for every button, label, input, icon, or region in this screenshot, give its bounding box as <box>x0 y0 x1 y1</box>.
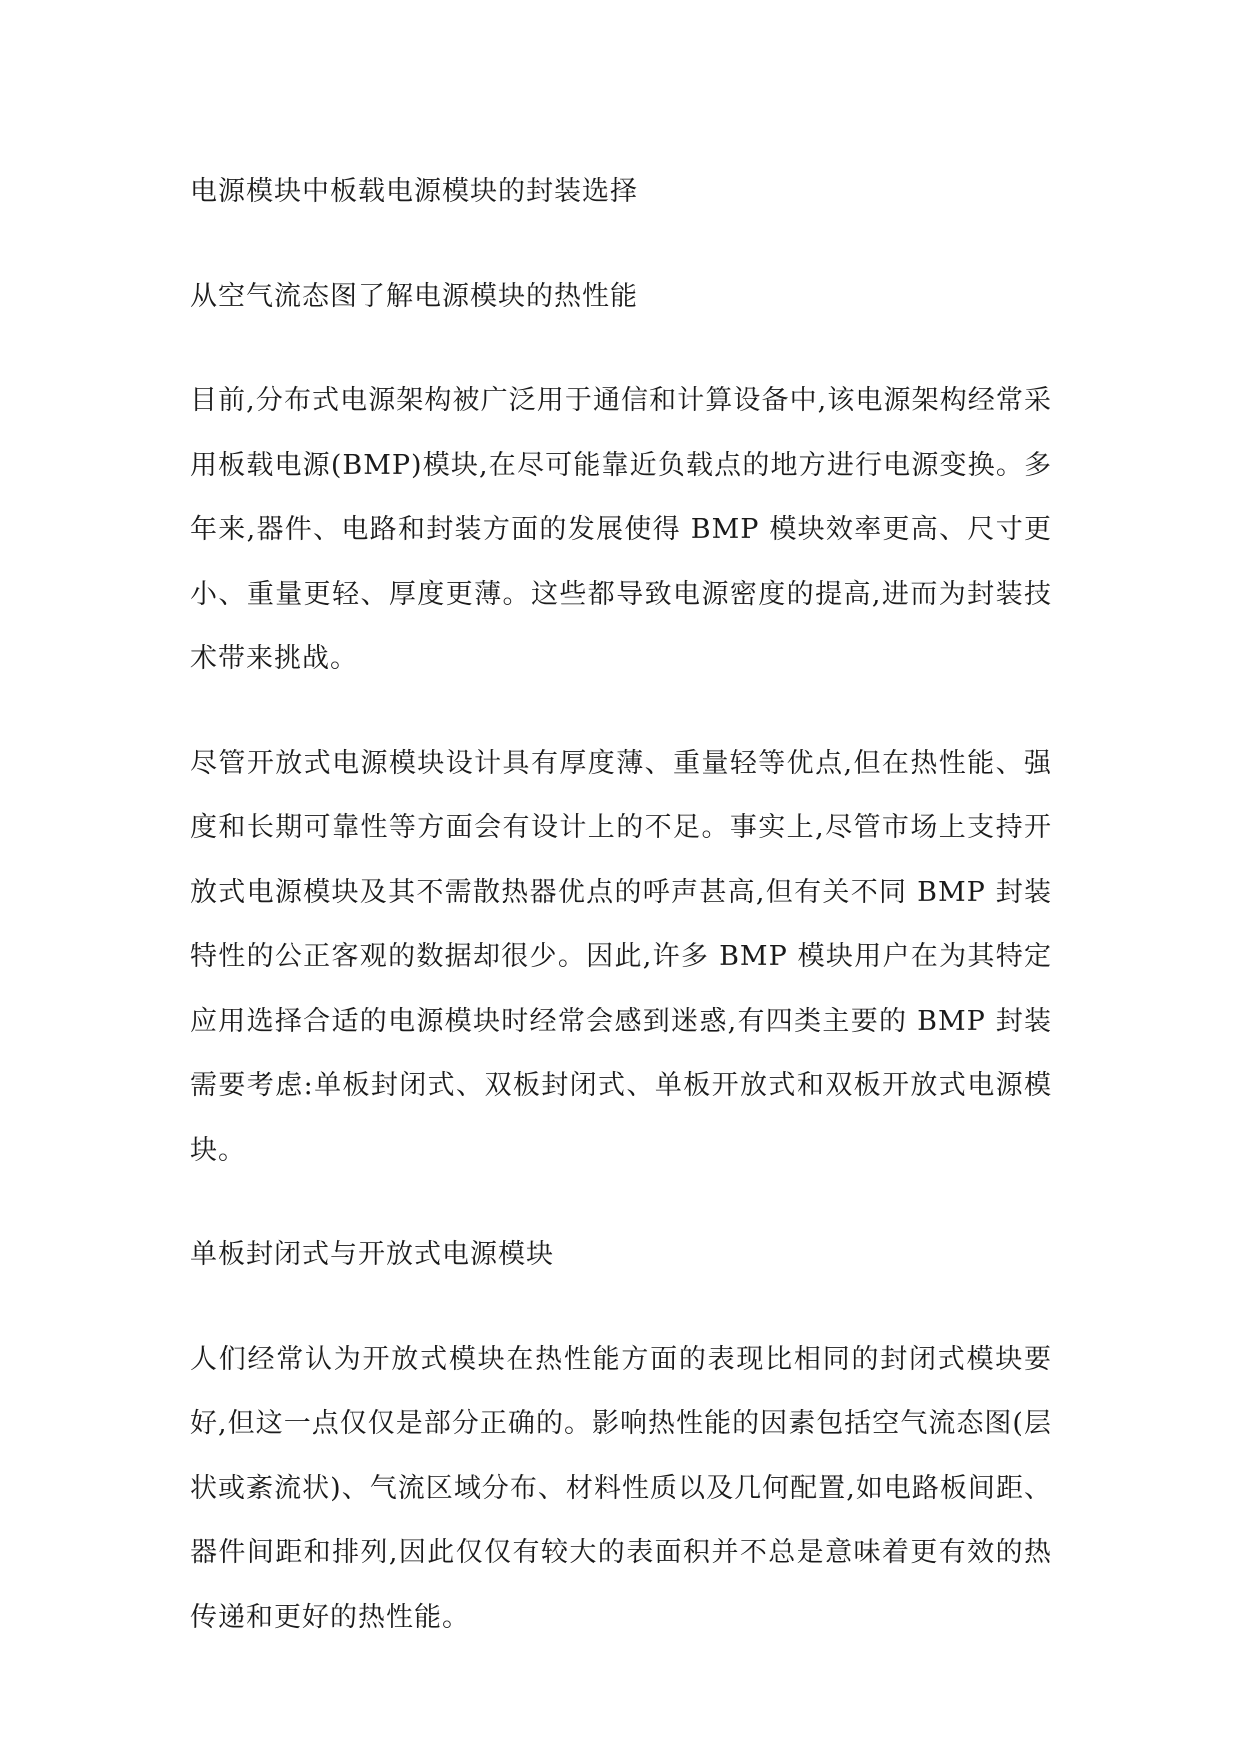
spacer <box>190 1288 1052 1328</box>
paragraph-open-frame: 尽管开放式电源模块设计具有厚度薄、重量轻等优点,但在热性能、强度和长期可靠性等方面会有设计上的不足。事实上,尽管市场上支持开放式电源模块及其不需散热器优点的呼声甚高,但有关不同 BMP 封装特性的公正客观的数据却很少。因此,许多 BMP 模块用户在为其特定应用选择合适的电源模块时经常会感到迷惑,有四类主要的 BMP 封装需要考虑:单板封闭式、双板封闭式、单板开放式和双板开放式电源模块。 <box>190 747 1052 1166</box>
section-heading-single-board: 单板封闭式与开放式电源模块 <box>190 1239 554 1270</box>
paragraph-thermal-factors: 人们经常认为开放式模块在热性能方面的表现比相同的封闭式模块要好,但这一点仅仅是部分正确的。影响热性能的因素包括空气流态图(层状或紊流状)、气流区域分布、材料性质以及几何配置,如电路板间距、器件间距和排列,因此仅仅有较大的表面积并不总是意味着更有效的热传递和更好的热性能。 <box>190 1343 1052 1633</box>
spacer <box>190 692 1052 732</box>
spacer <box>190 329 1052 369</box>
spacer <box>190 1183 1052 1223</box>
spacer <box>190 225 1052 265</box>
document-body <box>190 160 1052 1650</box>
section-heading-airflow: 从空气流态图了解电源模块的热性能 <box>190 280 638 312</box>
document-title: 电源模块中板载电源模块的封装选择 <box>190 176 638 207</box>
paragraph-distributed-power: 目前,分布式电源架构被广泛用于通信和计算设备中,该电源架构经常采用板载电源(BMP)模块,在尽可能靠近负载点的地方进行电源变换。多年来,器件、电路和封装方面的发展使得 BMP 模块效率更高、尺寸更小、重量更轻、厚度更薄。这些都导致电源密度的提高,进而为封装技术带来挑战。 <box>190 385 1052 674</box>
